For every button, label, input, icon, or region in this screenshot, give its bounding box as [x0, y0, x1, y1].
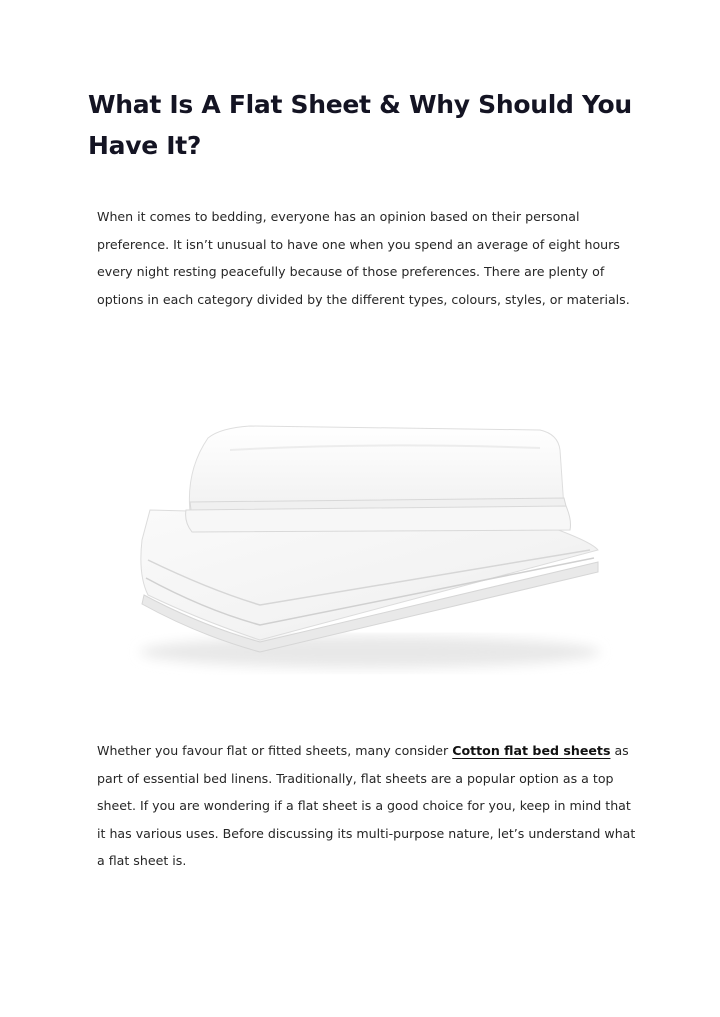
folded-sheets-image: [120, 390, 620, 690]
shadow-shape: [140, 636, 600, 668]
cotton-flat-bed-sheets-link[interactable]: Cotton flat bed sheets: [452, 743, 611, 758]
second-paragraph-text-start: Whether you favour flat or fitted sheets, many consider: [97, 743, 453, 758]
second-paragraph-text-end: as part of essential bed linens. Traditionally, flat sheets are a popular option as a top sheet. If you are wondering if a flat sheet is a good choice for you, keep in mind that it has various uses. Before discussing its multi-purpose nature, let’s understand what a flat sheet is.: [97, 743, 636, 869]
top-sheet-lower-layer: [186, 506, 571, 532]
second-paragraph: [97, 737, 637, 875]
intro-paragraph: When it comes to bedding, everyone has an opinion based on their personal preference. It isn’t unusual to have one when you spend an average of eight hours every night resting peacefully because of those preferences. There are plenty of options in each category divided by the different types, colours, styles, or materials.: [97, 209, 630, 307]
page-title: What Is A Flat Sheet & Why Should You Have It?: [88, 90, 632, 160]
